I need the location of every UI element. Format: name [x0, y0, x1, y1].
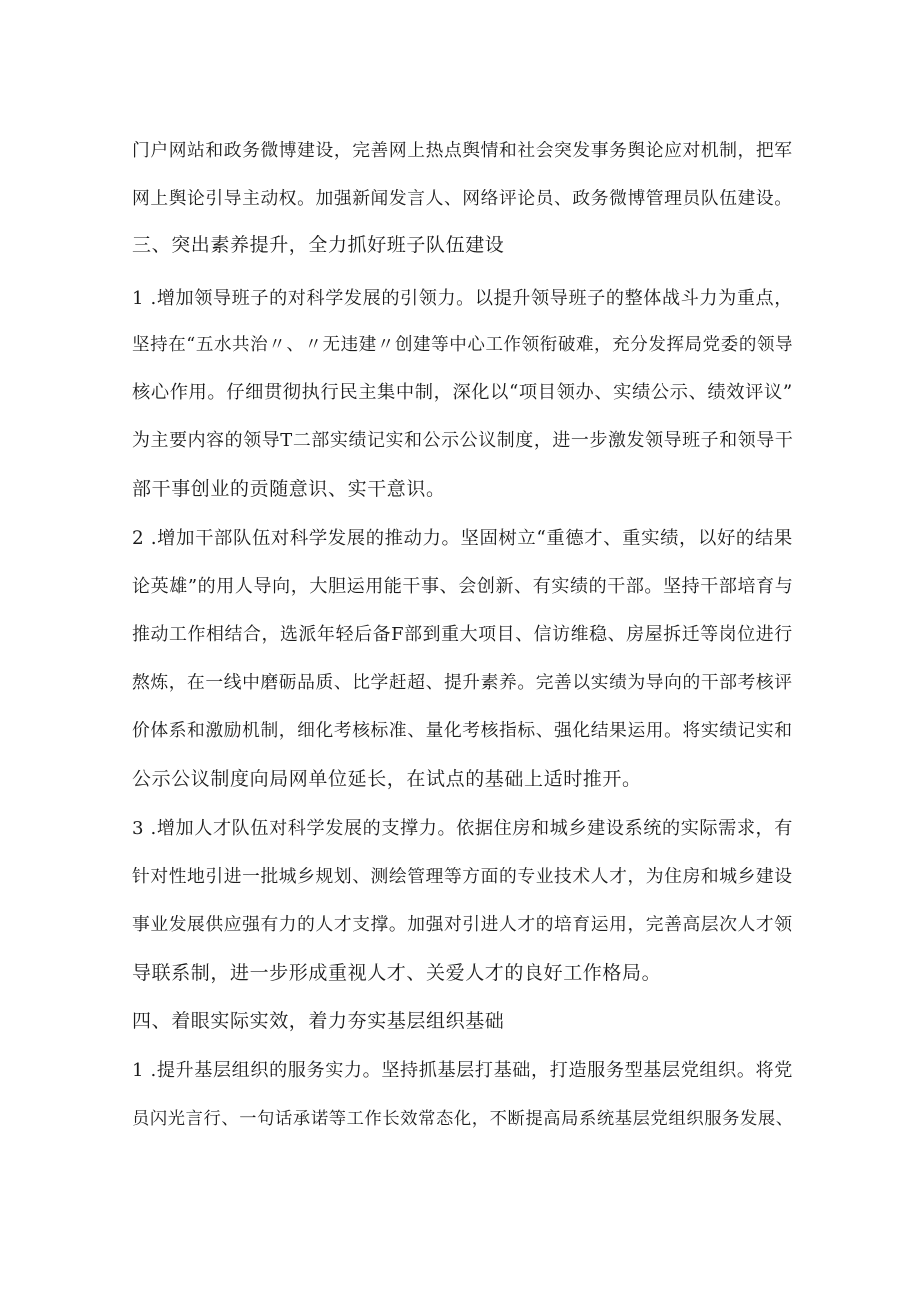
section-heading-3: 三、突出素养提升，全力抓好班子队伍建设: [132, 234, 505, 256]
text-line-18: 导联系制，进一步形成重视人才、关爱人才的良好工作格局。: [132, 962, 662, 984]
text-line-10: 论英雄”的用人导向，大胆运用能干事、会创新、有实绩的干部。坚持干部培育与: [132, 576, 794, 597]
text-line-13: 价体系和激励机制，细化考核标准、量化考核指标、强化结果运用。将实绩记实和: [132, 721, 793, 741]
section-heading-19: 四、着眼实际实效，着力夯实基层组织基础: [132, 1010, 505, 1032]
text-line-16: 针对性地引进一批城乡规划、测绘管理等方面的专业技术人才，为住房和城乡建设: [132, 867, 793, 887]
text-line-11: 推动工作相结合，选派年轻后备F部到重大项目、信访维稳、房屋拆迁等岗位进行: [132, 624, 793, 645]
text-line-9: 2 .增加干部队伍对科学发展的推动力。坚固树立“重德才、重实绩，以好的结果: [132, 528, 793, 549]
text-line-2: 网上舆论引导主动权。加强新闻发言人、网络评论员、政务微博管理员队伍建设。: [132, 189, 793, 209]
text-line-1: 门户网站和政务微博建设，完善网上热点舆情和社会突发事务舆论应对机制，把军: [132, 141, 793, 161]
text-line-14: 公示公议制度向局网单位延长，在试点的基础上适时推开。: [132, 768, 642, 790]
text-line-20: 1 .提升基层组织的服务实力。坚持抓基层打基础，打造服务型基层党组织。将党: [132, 1060, 793, 1081]
text-line-6: 核心作用。仔细贯彻执行民主集中制，深化以“项目领办、实绩公示、绩效评议”: [132, 382, 793, 403]
text-line-4: 1 .增加领导班子的对科学发展的引领力。以提升领导班子的整体战斗力为重点，: [132, 288, 793, 309]
text-line-12: 熬炼，在一线中磨砺品质、比学赶超、提升素养。完善以实绩为导向的干部考核评: [132, 673, 793, 693]
text-line-7: 为主要内容的领导T二部实绩记实和公示公议制度，进一步激发领导班子和领导干: [132, 430, 794, 451]
text-line-17: 事业发展供应强有力的人才支撑。加强对引进人才的培育运用，完善高层次人才领: [132, 915, 793, 935]
text-line-15: 3 .增加人才队伍对科学发展的支撑力。依据住房和城乡建设系统的实际需求，有: [132, 818, 793, 839]
text-line-8: 部干事创业的贡随意识、实干意识。: [132, 478, 446, 500]
text-line-5: 坚持在“五水共治〃、〃无违建〃创建等中心工作领衔破难，充分发挥局党委的领导: [132, 335, 794, 355]
text-line-21: 员闪光言行、一句话承诺等工作长效常态化，不断提高局系统基层党组织服务发展、: [132, 1109, 794, 1129]
